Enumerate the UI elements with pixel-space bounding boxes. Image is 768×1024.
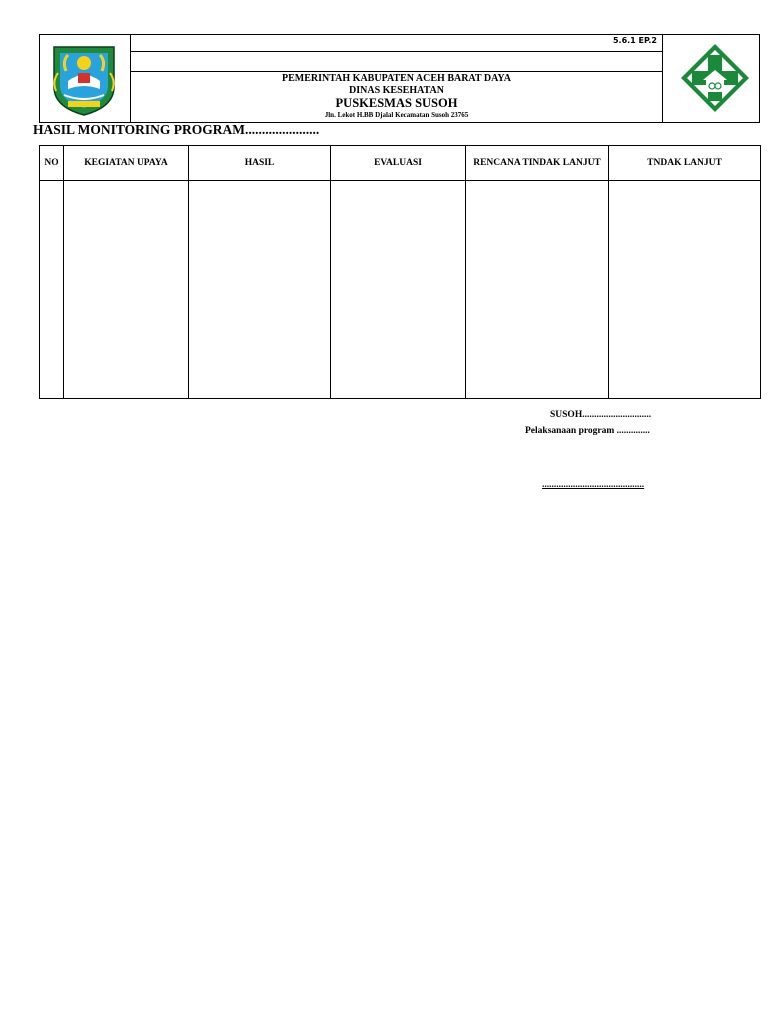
cell-tindak-lanjut[interactable] [609,181,761,399]
column-header-tindak-lanjut: TNDAK LANJUT [609,146,761,181]
table-header-row [40,146,761,181]
puskesmas-cross-icon [679,42,751,114]
cell-kegiatan[interactable] [64,181,189,399]
cell-evaluasi[interactable] [331,181,466,399]
column-header-kegiatan: KEGIATAN UPAYA [64,146,189,181]
document-code: 5.6.1 EP.2 [612,36,657,45]
signature-role: Pelaksanaan program .............. [525,426,650,436]
column-header-no: NO [40,146,64,181]
institution-address: Jln. Lekot H.BB Djalal Kecamatan Susoh 23765 [324,111,469,119]
cell-hasil[interactable] [189,181,331,399]
cell-rencana[interactable] [466,181,609,399]
cell-no[interactable] [40,181,64,399]
document-code-row [131,35,662,52]
letterhead-text [131,35,663,122]
regency-emblem-icon [50,41,118,117]
column-header-evaluasi: EVALUASI [331,146,466,181]
column-header-rencana: RENCANA TINDAK LANJUT [466,146,609,181]
department-name: DINAS KESEHATAN [349,85,444,96]
signature-name-line: ........................................... [542,480,645,490]
blank-row [131,52,662,72]
institution-name: PUSKESMAS SUSOH [335,96,458,110]
regency-emblem-cell [40,35,131,122]
government-name: PEMERINTAH KABUPATEN ACEH BARAT DAYA [282,73,511,84]
table-row [40,181,761,399]
monitoring-table [39,145,761,399]
page-title: HASIL MONITORING PROGRAM...................... [33,122,320,137]
puskesmas-logo-cell [663,35,759,122]
letterhead [39,34,760,123]
signature-place-date: SUSOH............................. [550,410,652,420]
column-header-hasil: HASIL [189,146,331,181]
